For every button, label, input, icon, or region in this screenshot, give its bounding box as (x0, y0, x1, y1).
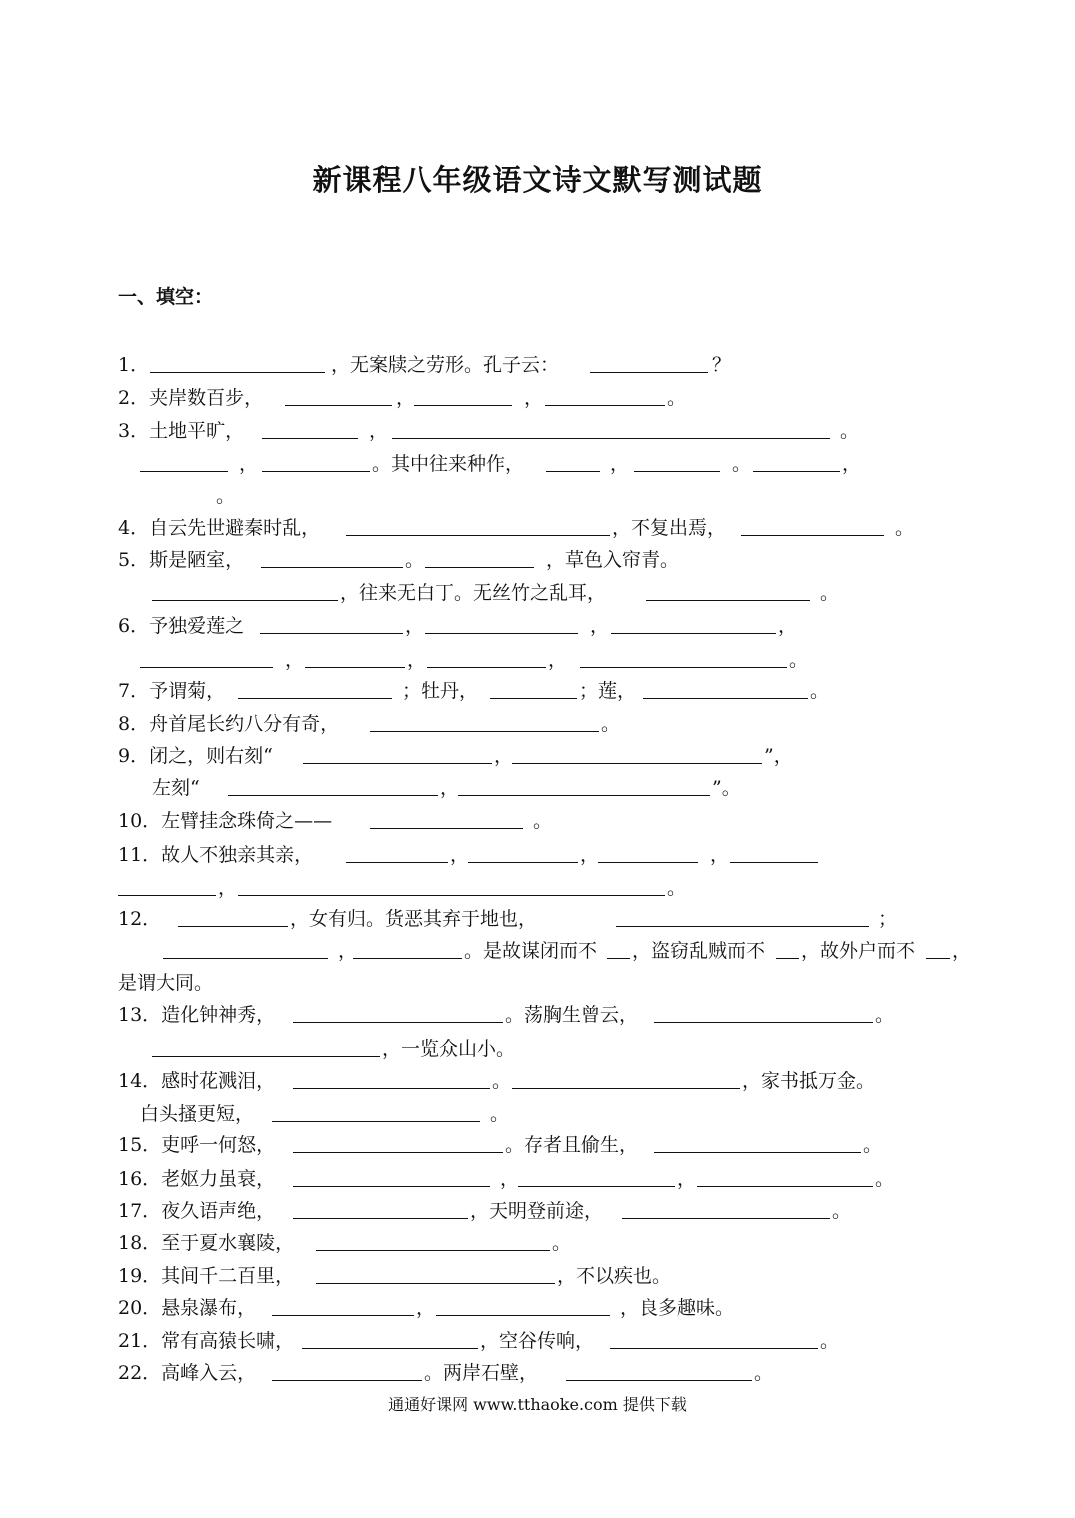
question-line (0, 1101, 1075, 1133)
answer-blank[interactable] (260, 613, 403, 634)
answer-blank[interactable] (545, 385, 665, 406)
answer-blank[interactable] (590, 352, 708, 373)
question-text: ，不复出焉， (612, 517, 727, 539)
answer-blank[interactable] (425, 547, 534, 568)
question-line (0, 970, 1075, 1002)
question-text: ，一览众山小。 (382, 1038, 516, 1060)
question-line (0, 1166, 1075, 1198)
question-text: 。 (789, 649, 809, 671)
answer-blank[interactable] (303, 743, 492, 764)
question-text: 。其中往来种作， (372, 453, 525, 475)
answer-blank[interactable] (598, 842, 698, 863)
answer-blank[interactable] (458, 775, 710, 796)
question-text: 。荡胸生曾云， (505, 1004, 639, 1026)
question-text: 。 (552, 1232, 572, 1254)
question-text: ， (710, 844, 730, 866)
question-text: ，草色入帘青。 (546, 549, 680, 571)
answer-blank[interactable] (776, 938, 799, 959)
question-text: ，女有归。货恶其弃于地也， (290, 908, 538, 930)
question-text: ， (580, 844, 600, 866)
question-text: 9．闭之，则右刻“ (118, 745, 273, 767)
question-text: 17．夜久语声绝， (118, 1200, 276, 1222)
question-text: 。 (405, 549, 425, 571)
question-text: 21．常有高猿长啸， (118, 1330, 295, 1352)
answer-blank[interactable] (436, 1295, 610, 1316)
question-text: ， (842, 453, 862, 475)
question-text: 左刻“ (152, 777, 200, 799)
answer-blank[interactable] (646, 580, 810, 601)
question-text: 。 (601, 713, 621, 735)
question-line (0, 547, 1075, 579)
answer-blank[interactable] (261, 547, 403, 568)
question-text: 是谓大同。 (118, 972, 214, 994)
question-text: ，良多趣味。 (620, 1297, 735, 1319)
question-text: ，空谷传响， (480, 1330, 595, 1352)
question-text: 10．左臂挂念珠倚之—— (118, 810, 333, 832)
question-text: 。 (492, 1070, 512, 1092)
question-text: ，盗窃乱贼而不 (632, 940, 766, 962)
question-line (0, 352, 1075, 384)
answer-blank[interactable] (566, 1360, 752, 1381)
question-text: 20．悬泉瀑布， (118, 1297, 257, 1319)
answer-blank[interactable] (654, 1132, 861, 1153)
question-line (0, 678, 1075, 710)
question-text: 22．高峰入云， (118, 1362, 257, 1384)
question-text: 13．造化钟神秀， (118, 1004, 276, 1026)
question-line (0, 1360, 1075, 1392)
question-text: ”。 (712, 777, 741, 799)
question-text: 18．至于夏水襄陵， (118, 1232, 295, 1254)
question-line (0, 1230, 1075, 1262)
answer-blank[interactable] (293, 1132, 503, 1153)
question-text: ， (218, 877, 238, 899)
question-text: ，天明登前途， (470, 1200, 604, 1222)
question-text: 。 (216, 485, 236, 507)
question-line (0, 483, 1075, 515)
answer-blank[interactable] (272, 1295, 414, 1316)
question-text: 。 (754, 1362, 774, 1384)
question-line (0, 515, 1075, 547)
answer-blank[interactable] (926, 938, 950, 959)
answer-blank[interactable] (468, 842, 578, 863)
question-line (0, 613, 1075, 645)
answer-blank[interactable] (610, 1328, 818, 1349)
answer-blank[interactable] (518, 1166, 675, 1187)
question-text: 。 (840, 420, 860, 442)
question-text: 白头搔更短， (140, 1103, 255, 1125)
answer-blank[interactable] (150, 352, 325, 373)
question-line (0, 418, 1075, 450)
question-line (0, 1036, 1075, 1068)
question-line (0, 580, 1075, 612)
question-text: 。存者且偷生， (505, 1134, 639, 1156)
answer-blank[interactable] (285, 385, 392, 406)
question-text: ； (878, 908, 898, 930)
question-text: 15．吏呼一何怒， (118, 1134, 276, 1156)
answer-blank[interactable] (178, 906, 288, 927)
answer-blank[interactable] (302, 1328, 478, 1349)
question-text: 。 (863, 1134, 883, 1156)
question-text: 1． (118, 354, 150, 376)
question-text: ， (610, 453, 630, 475)
question-text: ， (405, 615, 425, 637)
question-text: 。 (875, 1168, 895, 1190)
question-line (0, 1068, 1075, 1100)
answer-blank[interactable] (580, 647, 787, 668)
question-line (0, 808, 1075, 840)
question-text: 。 (533, 810, 553, 832)
answer-blank[interactable] (152, 580, 338, 601)
question-text: ， (338, 940, 358, 962)
answer-blank[interactable] (272, 1360, 422, 1381)
section-heading: 一、填空： (118, 286, 214, 308)
answer-blank[interactable] (346, 842, 448, 863)
answer-blank[interactable] (140, 451, 228, 472)
question-text: 3．土地平旷， (118, 420, 245, 442)
answer-blank[interactable] (512, 743, 762, 764)
answer-blank[interactable] (730, 842, 818, 863)
answer-blank[interactable] (490, 678, 577, 699)
question-line (0, 1328, 1075, 1360)
answer-blank[interactable] (741, 515, 884, 536)
answer-blank[interactable] (611, 613, 776, 634)
question-line (0, 1002, 1075, 1034)
question-text: 19．其间千二百里， (118, 1265, 295, 1287)
answer-blank[interactable] (616, 906, 869, 927)
question-line (0, 1132, 1075, 1164)
question-text: ， (285, 649, 305, 671)
answer-blank[interactable] (414, 385, 512, 406)
question-text: 。 (667, 387, 687, 409)
answer-blank[interactable] (353, 938, 462, 959)
question-line (0, 647, 1075, 679)
question-text: ”， (764, 745, 793, 767)
answer-blank[interactable] (427, 647, 546, 668)
question-text: ， (548, 649, 568, 671)
question-line (0, 842, 1075, 874)
question-text: ，故外户而不 (801, 940, 916, 962)
answer-blank[interactable] (654, 1002, 873, 1023)
answer-blank[interactable] (262, 451, 370, 472)
question-text: 。 (820, 582, 840, 604)
question-text: ；牡丹， (402, 680, 479, 702)
page-footer: 通通好课网 www.tthaoke.com 提供下载 (388, 1395, 687, 1414)
answer-blank[interactable] (293, 1198, 468, 1219)
question-text: 12． (118, 908, 162, 930)
answer-blank[interactable] (697, 1166, 873, 1187)
answer-blank[interactable] (392, 418, 830, 439)
question-text: ，不以疾也。 (557, 1265, 672, 1287)
question-text: 。 (820, 1330, 840, 1352)
question-text: ， (524, 387, 544, 409)
question-text: 14．感时花溅泪， (118, 1070, 276, 1092)
answer-blank[interactable] (346, 515, 610, 536)
question-text: ，往来无白丁。无丝竹之乱耳， (340, 582, 607, 604)
answer-blank[interactable] (643, 678, 808, 699)
answer-blank[interactable] (512, 1068, 740, 1089)
question-text: 。 (810, 680, 830, 702)
question-line (0, 711, 1075, 743)
question-text: ， (677, 1168, 697, 1190)
question-line (0, 1295, 1075, 1327)
answer-blank[interactable] (293, 1002, 503, 1023)
question-text: 。是故谋闭而不 (464, 940, 598, 962)
question-line (0, 938, 1075, 970)
answer-blank[interactable] (238, 875, 665, 896)
answer-blank[interactable] (546, 451, 600, 472)
question-text: 。 (732, 453, 752, 475)
question-text: ？ (712, 354, 732, 376)
question-line (0, 906, 1075, 938)
question-text: ，家书抵万金。 (742, 1070, 876, 1092)
answer-blank[interactable] (293, 1068, 490, 1089)
question-text: ， (396, 387, 416, 409)
answer-blank[interactable] (272, 1101, 480, 1122)
answer-blank[interactable] (425, 613, 578, 634)
answer-blank[interactable] (622, 1198, 830, 1219)
answer-blank[interactable] (228, 775, 438, 796)
answer-blank[interactable] (370, 808, 523, 829)
question-text: 2．夹岸数百步， (118, 387, 264, 409)
page-title: 新课程八年级语文诗文默写测试题 (312, 163, 763, 197)
question-text: ， (500, 1168, 520, 1190)
answer-blank[interactable] (163, 938, 328, 959)
answer-blank[interactable] (118, 875, 216, 896)
question-line (0, 743, 1075, 775)
question-text: 6．予独爱莲之 (118, 615, 245, 637)
question-text: ， (494, 745, 514, 767)
question-line (0, 1198, 1075, 1230)
question-text: 。两岸石壁， (424, 1362, 539, 1384)
question-text: 8．舟首尾长约八分有奇， (118, 713, 340, 735)
answer-blank[interactable] (262, 418, 358, 439)
answer-blank[interactable] (607, 938, 630, 959)
answer-blank[interactable] (316, 1230, 550, 1251)
question-line (0, 775, 1075, 807)
answer-blank[interactable] (753, 451, 840, 472)
question-text: ，无案牍之劳形。孔子云： (331, 354, 560, 376)
answer-blank[interactable] (305, 647, 405, 668)
question-text: 11．故人不独亲其亲， (118, 844, 314, 866)
question-line (0, 875, 1075, 907)
answer-blank[interactable] (634, 451, 720, 472)
question-text: ， (590, 615, 610, 637)
question-text: ；莲， (579, 680, 637, 702)
answer-blank[interactable] (238, 678, 392, 699)
question-text: 7．予谓菊， (118, 680, 226, 702)
question-text: ， (440, 777, 460, 799)
answer-blank[interactable] (152, 1036, 380, 1057)
question-line (0, 1263, 1075, 1295)
question-text: ， (952, 940, 972, 962)
question-text: ， (407, 649, 427, 671)
answer-blank[interactable] (316, 1263, 555, 1284)
question-line (0, 451, 1075, 483)
question-text: 。 (667, 877, 687, 899)
question-text: 5．斯是陋室， (118, 549, 245, 571)
question-line (0, 385, 1075, 417)
question-text: ， (239, 453, 259, 475)
question-text: 4．自云先世避秦时乱， (118, 517, 321, 539)
question-text: ， (369, 420, 389, 442)
question-text: 16．老妪力虽衰， (118, 1168, 276, 1190)
question-text: 。 (490, 1103, 510, 1125)
question-text: ， (416, 1297, 436, 1319)
question-text: 。 (832, 1200, 852, 1222)
answer-blank[interactable] (370, 711, 599, 732)
question-text: ， (778, 615, 798, 637)
answer-blank[interactable] (293, 1166, 490, 1187)
answer-blank[interactable] (140, 647, 273, 668)
question-text: 。 (895, 517, 915, 539)
question-text: 。 (875, 1004, 895, 1026)
question-text: ， (450, 844, 470, 866)
